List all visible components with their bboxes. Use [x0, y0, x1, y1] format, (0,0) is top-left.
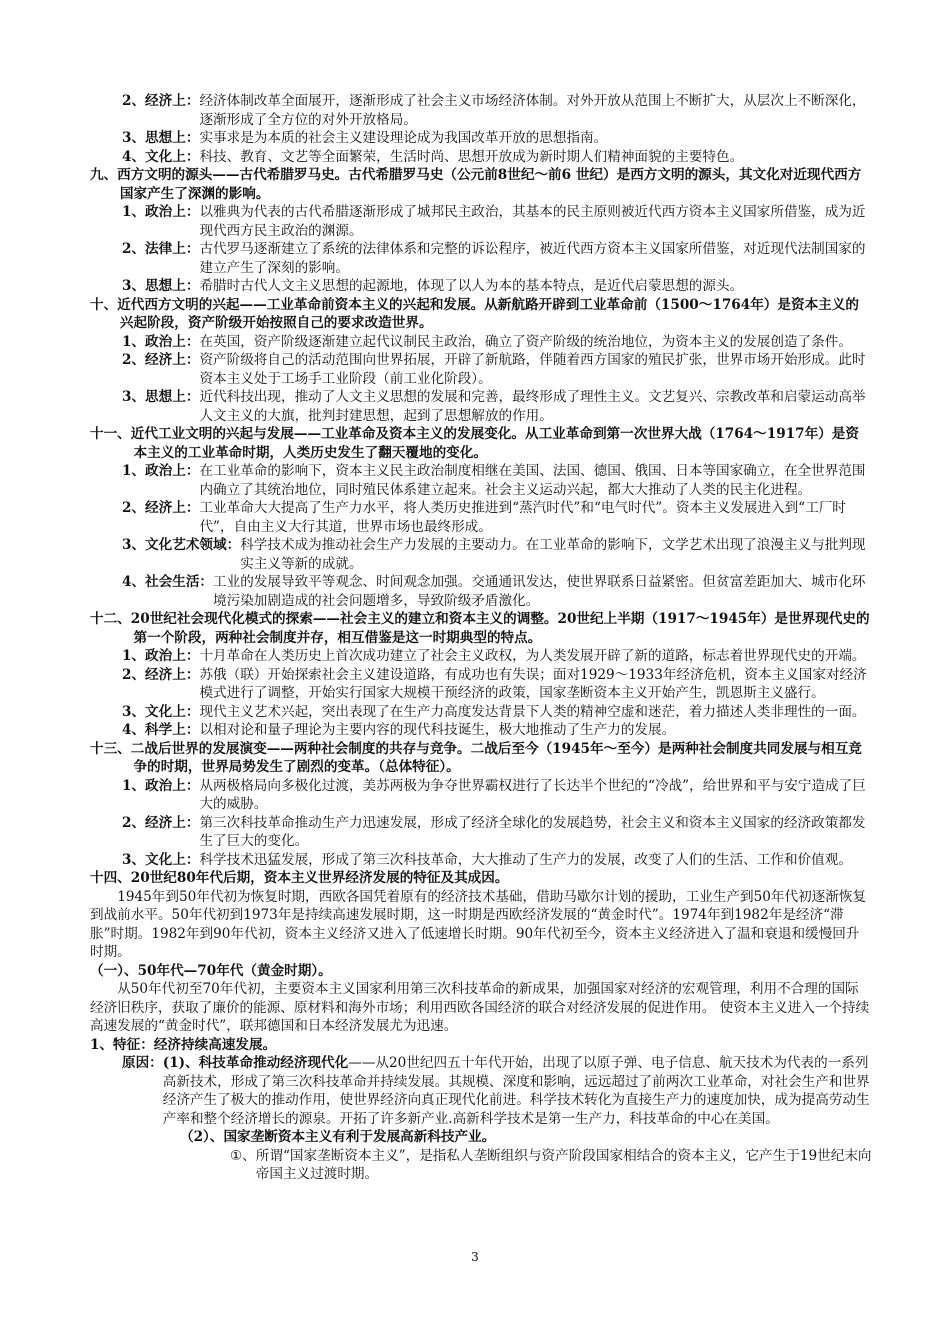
item-label: 3、文化上： — [122, 703, 200, 720]
item-text: 近代科技出现，推动了人文主义思想的发展和完善，最终形成了理性主义。文艺复兴、宗教改革和启蒙运动高举人文主义的大旗，批判封建思想，起到了思想解放的作用。 — [199, 389, 866, 424]
list-item — [90, 148, 872, 167]
feature-heading: 1、特征：经济持续高速发展。 — [90, 1036, 277, 1053]
list-item — [90, 203, 872, 240]
item-label: 3、思想上： — [122, 278, 200, 294]
item-label: 2、经济上： — [122, 352, 200, 368]
item-label: ①、 — [230, 1147, 256, 1164]
list-item — [90, 851, 872, 870]
list-item — [90, 1147, 872, 1184]
list-item — [90, 703, 872, 722]
reason1-text: ——从20世纪四五十年代开始，出现了以原子弹、电子信息、航天技术为代表的一系列高新技术，形成了第三次科技革命并持续发展。其规模、深度和影响，远远超过了前两次工业革命，对社会生产和世界经济产生了极大的推动作用，使世界经济向真正现代化前进。科学技术转化为直接生产力的速度加快，成为提高劳动生产率和整个经济增长的源泉。开拓了许多新产业.高新科学技术是第一生产力，科技革命的中心在美国。 — [162, 1055, 870, 1127]
document-page — [90, 92, 872, 1184]
list-item — [90, 129, 872, 148]
section-heading: 十、近代西方文明的兴起——工业革命前资本主义的兴起和发展。从新航路开辟到工业革命前（1500～1764年）是资本主义的兴起阶段，资产阶级开始按照自己的要求改造世界。 — [90, 296, 859, 331]
item-text: 苏俄（联）开始探索社会主义建设道路，有成功也有失误；面对1929～1933年经济危机，资本主义国家对经济模式进行了调整，开始实行国家大规模干预经济的政策，国家垄断资本主义开始产生，凯恩斯主义盛行。 — [199, 666, 867, 701]
section-heading: 十二、20世纪社会现代化模式的探索——社会主义的建立和资本主义的调整。20世纪上半期（1917～1945年）是世界现代史的第一个阶段，两种社会制度并存，相互借鉴是这一时期典型的特点。 — [90, 611, 870, 646]
list-item — [90, 333, 872, 352]
item-text: 科学技术迅猛发展，形成了第三次科技革命，大大推动了生产力的发展，改变了人们的生活、工作和价值观。 — [199, 851, 852, 868]
item-label: 3、思想上： — [122, 130, 200, 146]
list-item — [90, 92, 872, 129]
item-label: 1、政治上： — [122, 777, 200, 794]
section-heading: 十三、二战后世界的发展演变——两种社会制度的共存与竞争。二战后至今（1945年～至今）是两种社会制度共同发展与相互竞争的时期，世界局势发生了剧烈的变革。（总体特征）。 — [90, 740, 862, 775]
body-paragraph: 从50年代初至70年代初，主要资本主义国家利用第三次科技革命的新成果，加强国家对经济的宏观管理，利用不合理的国际经济旧秩序，获取了廉价的能源、原材料和海外市场；利用西欧各国经济的联合对经济发展的促进作用。 使资本主义进入一个持续高速发展的“黄金时代”，联邦德国和日本经济发展尤为迅速。 — [90, 981, 870, 1034]
list-item — [90, 462, 872, 499]
item-text: 在工业革命的影响下，资本主义民主政治制度相继在美国、法国、德国、俄国、日本等国家确立，在全世界范围内确立了其统治地位，同时殖民体系建立起来。社会主义运动兴起，都大大推动了人类的民主化进程。 — [199, 463, 866, 498]
item-text: 实事求是为本质的社会主义建设理论成为我国改革开放的思想指南。 — [199, 130, 608, 146]
section-heading: 十一、近代工业文明的兴起与发展——工业革命及资本主义的发展变化。从工业革命到第一次世界大战（1764～1917年）是资本主义的工业革命时期，人类历史发生了翻天覆地的变化。 — [90, 426, 859, 461]
item-text: 十月革命在人类历史上首次成功建立了社会主义政权，为人类发展开辟了新的道路，标志着世界现代史的开端。 — [199, 648, 866, 664]
item-text: 科学技术成为推动社会生产力发展的主要动力。在工业革命的影响下，文学艺术出现了浪漫主义与批判现实主义等新的成就。 — [240, 537, 866, 572]
item-label: 4、科学上： — [122, 722, 200, 738]
item-text: 从两极格局向多极化过渡，美苏两极为争夺世界霸权进行了长达半个世纪的“冷战”，给世界和平与安宁造成了巨大的威胁。 — [199, 777, 866, 812]
list-item — [90, 647, 872, 666]
item-label: 1、政治上： — [122, 204, 200, 220]
list-item — [90, 814, 872, 851]
list-item — [90, 277, 872, 296]
item-label: 3、文化艺术领域： — [122, 537, 241, 553]
item-text: 古代罗马逐渐建立了系统的法律体系和完整的诉讼程序，被近代西方资本主义国家所借鉴，对近现代法制国家的建立产生了深刻的影响。 — [199, 241, 866, 276]
item-text: 所谓“国家垄断资本主义”，是指私人垄断组织与资产阶段国家相结合的资本主义，它产生于19世纪末向帝国主义过渡时期。 — [255, 1147, 872, 1182]
body-paragraph: 1945年到50年代初为恢复时期，西欧各国凭着原有的经济技术基础，借助马歇尔计划的援助，工业生产到50年代初逐渐恢复到战前水平。50年代初到1973年是持续高速发展时期，这一时期是西欧经济发展的“黄金时代”。1974年到1982年是经济“滞胀”时期。1982年到90年代初，资本主义经济又进入了低速增长时期。90年代初至今，资本主义经济进入了温和衰退和缓慢回升时期。 — [90, 888, 867, 960]
page-number: 3 — [471, 1250, 479, 1264]
item-text: 工业的发展导致平等观念、时间观念加强。交通通讯发达，使世界联系日益紧密。但贫富差距加大、城市化环境污染加剧造成的社会问题增多，导致阶级矛盾激化。 — [213, 574, 866, 609]
item-text: 经济体制改革全面展开，逐渐形成了社会主义市场经济体制。对外开放从范围上不断扩大，从层次上不断深化，逐渐形成了全方位的对外开放格局。 — [199, 93, 866, 128]
subsection-heading: （一）、50年代—70年代（黄金时期）。 — [90, 962, 332, 979]
item-label: 3、文化上： — [122, 851, 200, 868]
list-item — [90, 721, 872, 740]
item-label: 1、政治上： — [122, 333, 200, 350]
reason1-label: (1)、科技革命推动经济现代化 — [162, 1055, 349, 1071]
item-label: 1、政治上： — [122, 463, 200, 479]
reason-text — [163, 1054, 872, 1128]
item-label: 1、政治上： — [122, 648, 200, 664]
list-item — [90, 499, 872, 536]
list-item — [90, 666, 872, 703]
item-label: 2、经济上： — [122, 666, 200, 683]
list-item — [90, 573, 872, 610]
item-label: 4、文化上： — [122, 148, 200, 165]
item-text: 现代主义艺术兴起，突出表现了在生产力高度发达背景下人类的精神空虚和迷茫，着力描述人类非理性的一面。 — [199, 703, 866, 720]
item-text: 在英国，资产阶级逐渐建立起代议制民主政治，确立了资产阶级的统治地位，为资本主义的发展创造了条件。 — [199, 333, 852, 350]
item-label: 2、经济上： — [122, 93, 200, 109]
item-label: 4、社会生活： — [122, 574, 214, 590]
item-label: 2、经济上： — [122, 814, 200, 831]
item-label: 3、思想上： — [122, 389, 200, 405]
item-text: 科技、教育、文艺等全面繁荣，生活时尚、思想开放成为新时期人们精神面貌的主要特色。 — [199, 148, 744, 165]
item-text: 资产阶级将自己的活动范围向世界拓展，开辟了新航路，伴随着西方国家的殖民扩张，世界市场开始形成。此时资本主义处于工场手工业阶段（前工业化阶段）。 — [199, 352, 866, 387]
list-item — [90, 536, 872, 573]
reason-block — [90, 1054, 872, 1128]
list-item — [90, 777, 872, 814]
item-text: 第三次科技革命推动生产力迅速发展，形成了经济全球化的发展趋势，社会主义和资本主义国家的经济政策都发生了巨大的变化。 — [199, 814, 866, 849]
item-label: 2、法律上： — [122, 241, 200, 257]
section-heading: 十四、20世纪80年代后期，资本主义世界经济发展的特征及其成因。 — [90, 870, 509, 886]
item-text: 以相对论和量子理论为主要内容的现代科技诞生，极大地推动了生产力的发展。 — [199, 722, 676, 738]
section-heading: 九、西方文明的源头——古代希腊罗马史。古代希腊罗马史（公元前8世纪～前6 世纪）是西方文明的源头，其文化对近现代西方国家产生了深渊的影响。 — [90, 167, 862, 202]
item-text: 希腊时古代人文主义思想的起源地，体现了以人为本的基本特点，是近代启蒙思想的源头。 — [199, 278, 744, 294]
list-item — [90, 240, 872, 277]
item-text: 工业革命大大提高了生产力水平，将人类历史推进到“蒸汽时代”和“电气时代”。资本主义发展进入到“工厂时代”，自由主义大行其道，世界市场也最终形成。 — [199, 500, 846, 535]
reason2-heading: （2）、国家垄断资本主义有利于发展高新科技产业。 — [180, 1129, 496, 1145]
reason-label: 原因： — [122, 1055, 163, 1071]
list-item — [90, 388, 872, 425]
list-item — [90, 351, 872, 388]
item-text: 以雅典为代表的古代希腊逐渐形成了城邦民主政治，其基本的民主原则被近代西方资本主义国家所借鉴，成为近现代西方民主政治的渊源。 — [199, 204, 866, 239]
item-label: 2、经济上： — [122, 500, 200, 516]
